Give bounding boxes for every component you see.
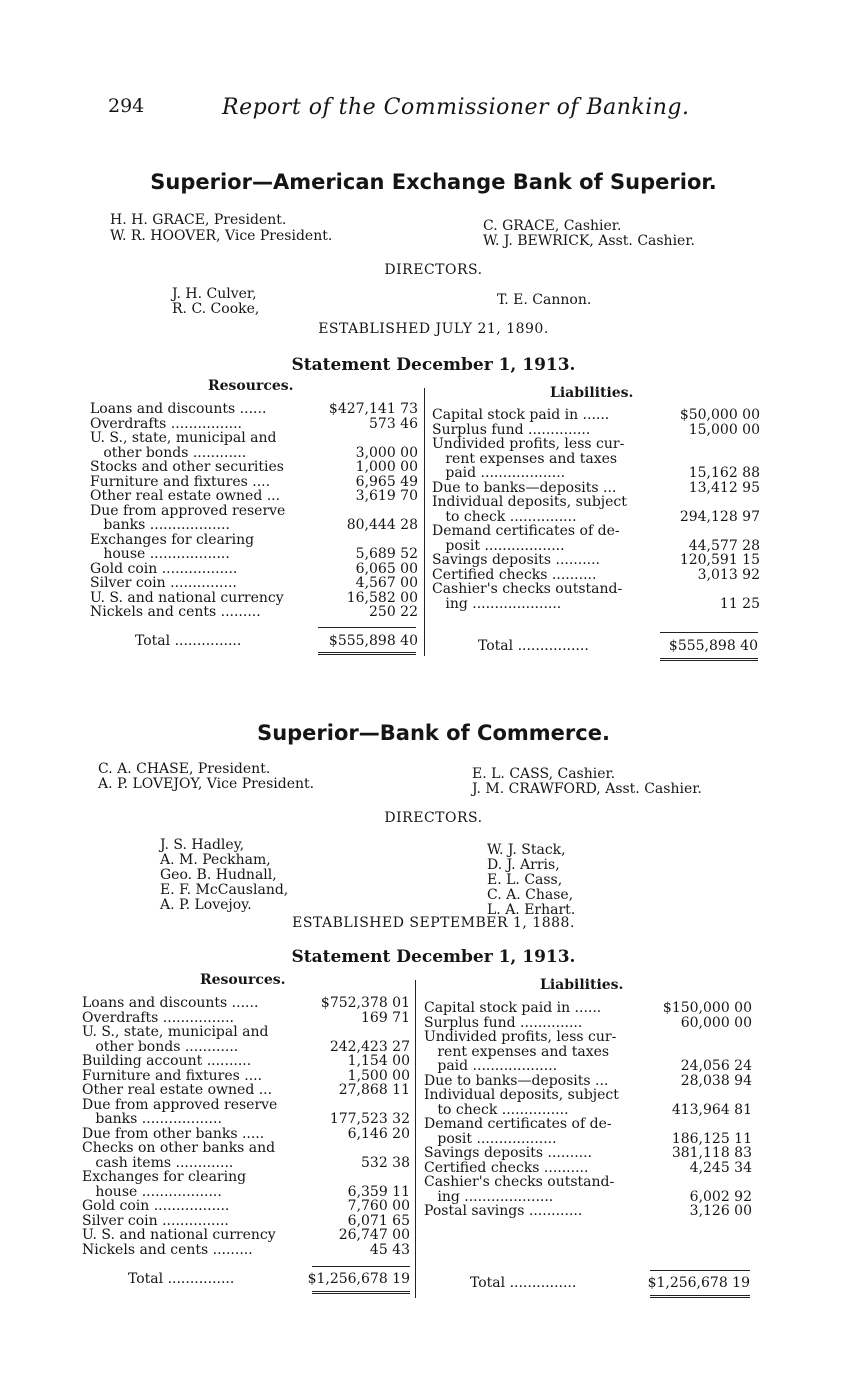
bank2-director-right-2: D. J. Arris, — [487, 857, 560, 873]
ledger-label: to check ............... — [432, 509, 577, 524]
ledger-label: Due from other banks ..... — [82, 1126, 265, 1141]
ledger-row — [82, 1054, 410, 1069]
ledger-amount: 532 38 — [361, 1154, 410, 1171]
ledger-row — [82, 1214, 410, 1229]
ledger-row — [90, 417, 418, 432]
ledger-label: posit .................. — [432, 538, 565, 553]
ledger-label: banks .................. — [82, 1112, 222, 1127]
bank1-liabilities-list — [432, 408, 760, 611]
bank1-liabilities-double-rule — [660, 658, 758, 661]
bank1-resources-rule — [318, 627, 416, 628]
ledger-amount: 28,038 94 — [680, 1072, 752, 1089]
bank2-directors-heading: DIRECTORS. — [384, 810, 483, 826]
bank1-liabilities-total — [478, 638, 758, 654]
ledger-row — [432, 568, 760, 583]
ledger-row — [424, 1001, 752, 1016]
bank2-resources-list — [82, 996, 410, 1257]
page-number: 294 — [108, 95, 145, 117]
ledger-label: Individual deposits, subject — [424, 1088, 619, 1103]
ledger-label: to check ............... — [424, 1102, 569, 1117]
bank1-statement-title: Statement December 1, 1913. — [291, 355, 576, 375]
ledger-amount: 15,162 88 — [688, 465, 760, 481]
ledger-label: cash items ............. — [82, 1155, 234, 1170]
ledger-label: Gold coin ................. — [82, 1199, 230, 1214]
total-amount: $555,898 40 — [668, 638, 758, 654]
ledger-amount: 1,154 00 — [347, 1053, 410, 1069]
ledger-row — [90, 446, 418, 461]
ledger-row — [424, 1117, 752, 1132]
ledger-row — [90, 547, 418, 562]
ledger-label: Due from approved reserve — [82, 1097, 278, 1112]
ledger-amount: 13,412 95 — [688, 479, 760, 496]
ledger-amount: 1,500 00 — [347, 1067, 410, 1084]
ledger-label: Furniture and fixtures .... — [90, 474, 271, 489]
ledger-label: Certified checks .......... — [424, 1160, 589, 1175]
ledger-row — [432, 408, 760, 423]
ledger-row — [432, 539, 760, 554]
ledger-row — [90, 518, 418, 533]
total-amount: $1,256,678 19 — [307, 1271, 410, 1287]
ledger-label: Due to banks—deposits ... — [424, 1073, 609, 1088]
ledger-label: Exchanges for clearing — [82, 1170, 247, 1185]
bank1-liabilities-heading: Liabilities. — [550, 385, 634, 401]
ledger-row — [432, 423, 760, 438]
ledger-row — [82, 1127, 410, 1142]
total-amount: $1,256,678 19 — [647, 1275, 750, 1291]
ledger-amount: 4,567 00 — [355, 575, 418, 591]
ledger-row — [82, 1170, 410, 1185]
ledger-amount: $50,000 00 — [679, 407, 760, 423]
ledger-amount: 5,689 52 — [355, 546, 418, 562]
ledger-row — [90, 460, 418, 475]
ledger-label: Surplus fund .............. — [424, 1015, 583, 1030]
ledger-amount: 27,868 11 — [338, 1082, 410, 1098]
bank1-resources-heading: Resources. — [208, 378, 294, 394]
ledger-label: Savings deposits .......... — [432, 553, 600, 568]
ledger-amount: 6,002 92 — [689, 1188, 752, 1205]
ledger-amount: 6,359 11 — [347, 1183, 410, 1200]
bank2-director-left-5: A. P. Lovejoy. — [160, 897, 252, 913]
bank1-column-divider — [424, 388, 425, 656]
ledger-row — [90, 475, 418, 490]
ledger-row — [432, 452, 760, 467]
ledger-row — [424, 1132, 752, 1147]
ledger-amount: 381,118 83 — [671, 1145, 752, 1161]
bank2-resources-total — [128, 1271, 410, 1287]
ledger-label: U. S., state, municipal and — [82, 1025, 269, 1040]
ledger-label: U. S. and national currency — [90, 590, 284, 605]
ledger-row — [424, 1103, 752, 1118]
ledger-label: ing .................... — [432, 596, 562, 611]
ledger-row — [90, 431, 418, 446]
ledger-amount: 294,128 97 — [679, 508, 760, 525]
ledger-amount: $752,378 01 — [320, 995, 410, 1011]
ledger-label: Gold coin ................. — [90, 561, 238, 576]
ledger-amount: 60,000 00 — [680, 1014, 752, 1031]
ledger-label: house .................. — [82, 1184, 222, 1199]
bank2-resources-heading: Resources. — [200, 972, 286, 988]
ledger-label: Other real estate owned ... — [90, 489, 281, 504]
bank1-officer-right-2: W. J. BEWRICK, Asst. Cashier. — [483, 233, 695, 249]
ledger-amount: 1,000 00 — [355, 459, 418, 475]
ledger-row — [82, 1185, 410, 1200]
ledger-amount: 177,523 32 — [329, 1111, 410, 1127]
ledger-row — [432, 597, 760, 612]
ledger-label: Other real estate owned ... — [82, 1083, 273, 1098]
ledger-row — [82, 1199, 410, 1214]
bank2-officer-left-1: C. A. CHASE, President. — [98, 761, 271, 777]
ledger-amount: $150,000 00 — [662, 1000, 752, 1016]
ledger-amount: 3,013 92 — [697, 566, 760, 583]
bank2-resources-rule — [312, 1266, 410, 1267]
ledger-label: rent expenses and taxes — [424, 1044, 610, 1059]
ledger-amount: 186,125 11 — [671, 1130, 752, 1147]
ledger-row — [424, 1161, 752, 1176]
ledger-amount: 15,000 00 — [688, 421, 760, 438]
total-label: Total ............... — [470, 1275, 577, 1291]
bank2-resources-double-rule — [312, 1291, 410, 1294]
ledger-row — [82, 1011, 410, 1026]
bank2-director-left-1: J. S. Hadley, — [160, 837, 245, 853]
total-amount: $555,898 40 — [328, 633, 418, 649]
ledger-label: Savings deposits .......... — [424, 1146, 592, 1161]
ledger-amount: 26,747 00 — [338, 1227, 410, 1243]
ledger-label: Undivided profits, less cur- — [432, 437, 625, 452]
bank2-liabilities-double-rule — [650, 1295, 750, 1298]
ledger-label: Demand certificates of de- — [424, 1117, 612, 1132]
ledger-label: Overdrafts ................ — [90, 416, 243, 431]
bank1-director-left-2: R. C. Cooke, — [172, 301, 260, 317]
bank2-title: Superior—Bank of Commerce. — [257, 721, 610, 745]
bank2-liabilities-total — [470, 1275, 750, 1291]
ledger-label: rent expenses and taxes — [432, 451, 618, 466]
bank1-established: ESTABLISHED JULY 21, 1890. — [318, 321, 549, 337]
ledger-row — [90, 504, 418, 519]
ledger-amount: 16,582 00 — [346, 589, 418, 606]
bank2-established: ESTABLISHED SEPTEMBER 1, 1888. — [292, 915, 575, 931]
total-label: Total ................ — [478, 638, 589, 654]
ledger-row — [432, 524, 760, 539]
ledger-label: Cashier's checks outstand- — [424, 1175, 615, 1190]
ledger-row — [424, 1190, 752, 1205]
bank1-director-left-1: J. H. Culver, — [172, 286, 257, 302]
ledger-amount: 169 71 — [361, 1009, 410, 1026]
ledger-amount: 242,423 27 — [329, 1038, 410, 1055]
bank2-director-right-5: L. A. Erhart. — [487, 902, 576, 918]
ledger-label: Furniture and fixtures .... — [82, 1068, 263, 1083]
ledger-label: Due from approved reserve — [90, 503, 286, 518]
bank2-column-divider — [415, 980, 416, 1298]
ledger-amount: 3,619 70 — [355, 488, 418, 504]
ledger-amount: 573 46 — [369, 415, 418, 432]
ledger-label: Loans and discounts ...... — [90, 402, 267, 417]
ledger-label: Capital stock paid in ...... — [432, 408, 610, 423]
ledger-label: Nickels and cents ......... — [90, 605, 261, 620]
ledger-row — [82, 1025, 410, 1040]
ledger-row — [90, 576, 418, 591]
ledger-row — [82, 1069, 410, 1084]
ledger-amount: 250 22 — [369, 604, 418, 620]
bank1-resources-list — [90, 402, 418, 620]
ledger-label: Individual deposits, subject — [432, 495, 627, 510]
ledger-row — [90, 605, 418, 620]
running-title: Report of the Commissioner of Banking. — [222, 95, 690, 120]
ledger-label: Exchanges for clearing — [90, 532, 255, 547]
ledger-label: Undivided profits, less cur- — [424, 1030, 617, 1045]
ledger-label: Building account .......... — [82, 1054, 252, 1069]
bank2-liabilities-heading: Liabilities. — [540, 977, 624, 993]
ledger-amount: 80,444 28 — [346, 517, 418, 533]
bank2-director-left-2: A. M. Peckham, — [160, 852, 271, 868]
bank1-title: Superior—American Exchange Bank of Superior. — [150, 170, 717, 194]
ledger-row — [424, 1059, 752, 1074]
ledger-amount: 7,760 00 — [347, 1198, 410, 1214]
ledger-row — [82, 1040, 410, 1055]
ledger-row — [82, 1156, 410, 1171]
ledger-amount: 3,126 00 — [689, 1203, 752, 1219]
ledger-row — [90, 533, 418, 548]
ledger-row — [82, 1098, 410, 1113]
bank1-resources-double-rule — [318, 652, 416, 655]
total-label: Total ............... — [135, 633, 242, 649]
ledger-label: Silver coin ............... — [90, 576, 237, 591]
ledger-amount: 4,245 34 — [689, 1159, 752, 1176]
ledger-amount: 6,071 65 — [347, 1212, 410, 1229]
ledger-label: Checks on other banks and — [82, 1141, 276, 1156]
ledger-row — [432, 582, 760, 597]
ledger-row — [424, 1088, 752, 1103]
ledger-row — [424, 1030, 752, 1045]
ledger-row — [424, 1175, 752, 1190]
bank2-director-left-4: E. F. McCausland, — [160, 882, 289, 898]
bank2-liabilities-list — [424, 1001, 752, 1219]
ledger-amount: 11 25 — [719, 595, 760, 612]
ledger-label: ing .................... — [424, 1189, 554, 1204]
ledger-label: paid ................... — [424, 1059, 558, 1074]
ledger-row — [432, 553, 760, 568]
ledger-row — [432, 510, 760, 525]
ledger-row — [82, 1228, 410, 1243]
ledger-label: posit .................. — [424, 1131, 557, 1146]
ledger-amount: 3,000 00 — [355, 444, 418, 461]
total-label: Total ............... — [128, 1271, 235, 1287]
ledger-label: other bonds ............ — [90, 445, 247, 460]
ledger-amount: 44,577 28 — [688, 537, 760, 554]
ledger-row — [90, 562, 418, 577]
ledger-label: other bonds ............ — [82, 1039, 239, 1054]
ledger-amount: 413,964 81 — [671, 1101, 752, 1118]
ledger-row — [82, 1141, 410, 1156]
bank1-resources-total — [135, 633, 418, 649]
ledger-label: Overdrafts ................ — [82, 1010, 235, 1025]
ledger-row — [90, 402, 418, 417]
bank1-officer-right-1: C. GRACE, Cashier. — [483, 218, 622, 234]
bank2-director-left-3: Geo. B. Hudnall, — [160, 867, 277, 883]
ledger-row — [432, 437, 760, 452]
bank2-statement-title: Statement December 1, 1913. — [291, 947, 576, 967]
bank2-director-right-3: E. L. Cass, — [487, 872, 563, 888]
bank2-director-right-1: W. J. Stack, — [487, 842, 566, 858]
ledger-label: Capital stock paid in ...... — [424, 1001, 602, 1016]
ledger-row — [82, 1243, 410, 1258]
ledger-label: Due to banks—deposits ... — [432, 480, 617, 495]
ledger-amount: 6,065 00 — [355, 560, 418, 577]
bank1-officer-left-1: H. H. GRACE, President. — [110, 212, 287, 228]
ledger-row — [82, 1112, 410, 1127]
ledger-label: Demand certificates of de- — [432, 524, 620, 539]
ledger-amount: $427,141 73 — [328, 401, 418, 417]
bank1-officer-left-2: W. R. HOOVER, Vice President. — [110, 228, 333, 244]
ledger-row — [90, 489, 418, 504]
bank2-director-right-4: C. A. Chase, — [487, 887, 574, 903]
bank1-directors-heading: DIRECTORS. — [384, 262, 483, 278]
ledger-row — [432, 466, 760, 481]
bank2-officer-left-2: A. P. LOVEJOY, Vice President. — [98, 776, 315, 792]
ledger-row — [90, 591, 418, 606]
ledger-label: U. S., state, municipal and — [90, 431, 277, 446]
ledger-amount: 24,056 24 — [680, 1058, 752, 1074]
ledger-amount: 6,146 20 — [347, 1125, 410, 1142]
ledger-label: house .................. — [90, 547, 230, 562]
ledger-row — [424, 1074, 752, 1089]
bank2-officer-right-2: J. M. CRAWFORD, Asst. Cashier. — [472, 781, 702, 797]
ledger-row — [424, 1146, 752, 1161]
ledger-amount: 120,591 15 — [679, 552, 760, 568]
bank1-liabilities-rule — [660, 632, 758, 633]
ledger-row — [432, 481, 760, 496]
bank2-liabilities-rule — [650, 1270, 750, 1271]
ledger-label: paid ................... — [432, 466, 566, 481]
ledger-amount: 45 43 — [369, 1241, 410, 1258]
ledger-label: Stocks and other securities — [90, 460, 284, 475]
ledger-row — [82, 996, 410, 1011]
ledger-label: banks .................. — [90, 518, 230, 533]
ledger-row — [424, 1045, 752, 1060]
ledger-row — [424, 1016, 752, 1031]
ledger-label: Cashier's checks outstand- — [432, 582, 623, 597]
ledger-label: U. S. and national currency — [82, 1228, 276, 1243]
ledger-label: Certified checks .......... — [432, 567, 597, 582]
ledger-row — [424, 1204, 752, 1219]
bank1-director-right-1: T. E. Cannon. — [497, 292, 592, 308]
ledger-row — [432, 495, 760, 510]
ledger-label: Postal savings ............ — [424, 1204, 583, 1219]
ledger-label: Surplus fund .............. — [432, 422, 591, 437]
ledger-row — [82, 1083, 410, 1098]
ledger-label: Nickels and cents ......... — [82, 1242, 253, 1257]
ledger-amount: 6,965 49 — [355, 473, 418, 490]
ledger-label: Silver coin ............... — [82, 1213, 229, 1228]
bank2-officer-right-1: E. L. CASS, Cashier. — [472, 766, 616, 782]
ledger-label: Loans and discounts ...... — [82, 996, 259, 1011]
